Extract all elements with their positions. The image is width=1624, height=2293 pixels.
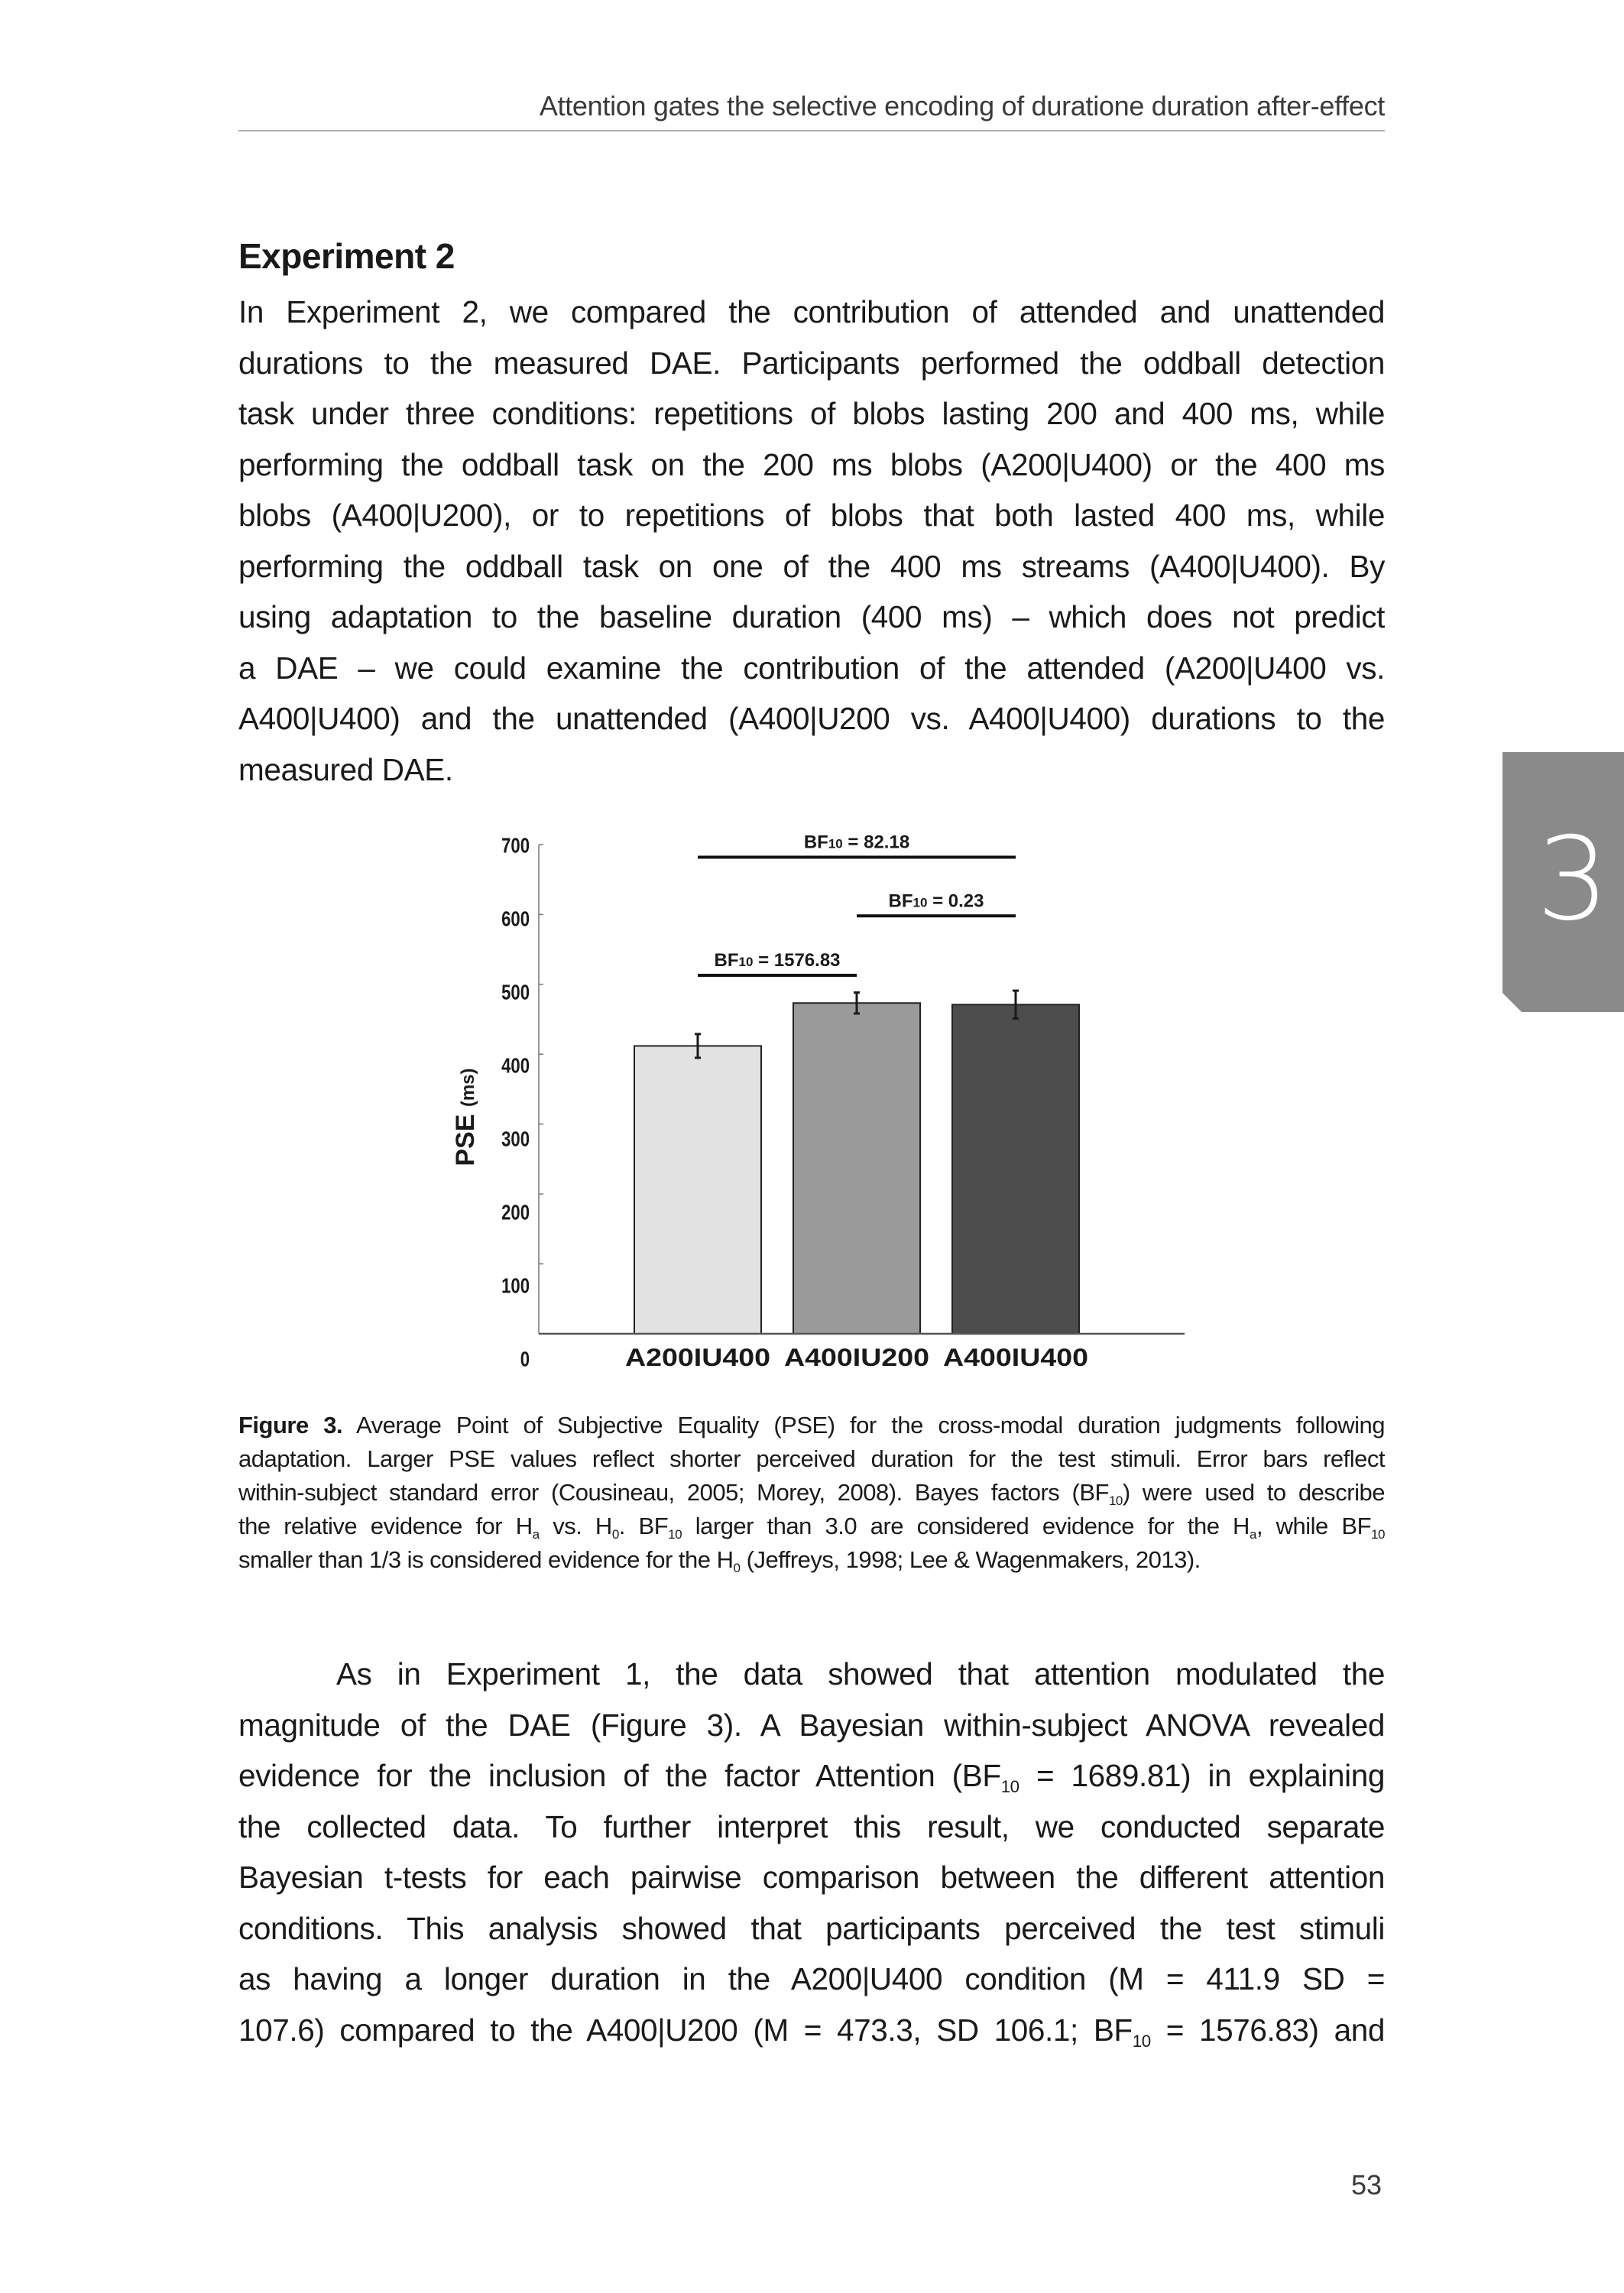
text-line: magnitude of the DAE (Figure 3). A Bayesian within-subject ANOVA revealed bbox=[238, 1707, 1385, 1743]
paragraph-line: performing the oddball task on the 200 ms blobs (A200|U400) or the 400 ms bbox=[238, 446, 1385, 482]
bayes-factor-label: BF10 = 1576.83 bbox=[714, 949, 841, 971]
x-tick-label: A200IU400 bbox=[625, 1344, 770, 1371]
subscript: 10 bbox=[1132, 2031, 1151, 2051]
section-heading: Experiment 2 bbox=[238, 236, 455, 276]
paragraph-line: performing the oddball task on one of the 400 ms streams (A400|U400). By bbox=[238, 548, 1385, 584]
figure-caption bbox=[238, 1409, 1385, 1577]
y-tick-label: 100 bbox=[501, 1275, 530, 1299]
text-line: within-subject standard error (Cousineau, 2005; Morey, 2008). Bayes factors $(BF_{10})$ were used to describe bbox=[238, 1479, 1385, 1508]
bar-a400-u200 bbox=[793, 1003, 920, 1334]
text-line: 107.6) compared to the A400|U200 (M = 473.3, SD 106.1; $BF_{10} = 1576.83$) and bbox=[238, 2012, 1385, 2051]
y-tick-label: 400 bbox=[501, 1055, 530, 1078]
subscript: 0 bbox=[733, 1560, 741, 1575]
paragraph-line: task under three conditions: repetitions of blobs lasting 200 and 400 ms, while bbox=[238, 396, 1385, 431]
bar-a200-u400 bbox=[634, 1046, 761, 1334]
text-line: conditions. This analysis showed that participants perceived the test stimuli bbox=[238, 1910, 1385, 1946]
y-tick-label: 0 bbox=[520, 1348, 530, 1372]
bayes-factor-label: BF10 = 82.18 bbox=[803, 832, 910, 853]
paragraph-line: using adaptation to the baseline duration (400 ms) – which does not predict bbox=[238, 599, 1385, 634]
running-header: Attention gates the selective encoding of duratione duration after-effect bbox=[539, 90, 1385, 122]
paragraph-line: durations to the measured DAE. Participants performed the oddball detection bbox=[238, 345, 1385, 381]
subscript: 10 bbox=[1000, 1776, 1019, 1796]
bar-a400-u400 bbox=[952, 1004, 1079, 1334]
y-tick-label: 500 bbox=[501, 981, 530, 1005]
text-line: Figure 3. Average Point of Subjective Equality (PSE) for the cross-modal duration judgments following bbox=[238, 1412, 1385, 1438]
subscript: 10 bbox=[1371, 1526, 1385, 1542]
subscript: a bbox=[1249, 1526, 1256, 1542]
y-tick-label: 600 bbox=[501, 908, 530, 932]
figure-label: Figure 3. bbox=[238, 1412, 343, 1438]
text-line: evidence for the inclusion of the factor Attention $(BF_{10} = 1689.81)$ in explaining bbox=[238, 1758, 1385, 1796]
chapter-number: 3 bbox=[1536, 813, 1609, 946]
text-line: the collected data. To further interpret this result, we conducted separate bbox=[238, 1808, 1385, 1844]
y-tick-label: 700 bbox=[501, 835, 530, 858]
chapter-tab bbox=[1502, 752, 1624, 1012]
subscript: 10 bbox=[668, 1526, 682, 1542]
figure-3-bar-chart bbox=[443, 825, 1207, 1376]
header-rule bbox=[238, 130, 1385, 131]
x-tick-label: A400IU400 bbox=[943, 1344, 1088, 1371]
paragraph-line: measured DAE. bbox=[238, 751, 453, 787]
subscript: 0 bbox=[611, 1526, 619, 1542]
subscript: a bbox=[532, 1526, 540, 1542]
y-tick-label: 200 bbox=[501, 1202, 530, 1225]
text-line: smaller than 1/3 is considered evidence for the $H_0$ (Jeffreys, 1998; Lee & Wagenmakers, 2013). bbox=[238, 1546, 1201, 1575]
paragraph-line: In Experiment 2, we compared the contribution of attended and unattended bbox=[238, 294, 1385, 329]
chapter-tab-shape bbox=[1502, 752, 1624, 1012]
bar-chart bbox=[443, 825, 1207, 1376]
subscript: 10 bbox=[1108, 1493, 1123, 1508]
y-tick-label: 300 bbox=[501, 1128, 530, 1152]
y-axis-label: PSE (ms) bbox=[451, 1068, 480, 1166]
text-line: As in Experiment 1, the data showed that attention modulated the bbox=[336, 1656, 1385, 1691]
page-number: 53 bbox=[1351, 2169, 1383, 2201]
intro-paragraph bbox=[238, 287, 1385, 795]
x-tick-label: A400IU200 bbox=[784, 1344, 929, 1371]
results-paragraph bbox=[238, 1649, 1385, 2055]
text-line: Bayesian t-tests for each pairwise comparison between the different attention bbox=[238, 1860, 1385, 1895]
paragraph-line: blobs (A400|U200), or to repetitions of blobs that both lasted 400 ms, while bbox=[238, 498, 1385, 533]
text-line: the relative evidence for $H_a$ vs. $H_0$. $BF_{10}$ larger than 3.0 are considered evidence for the $H_a$, while $BF_{10}$ bbox=[238, 1513, 1385, 1542]
text-line: as having a longer duration in the A200|U400 condition (M = 411.9 SD = bbox=[238, 1961, 1385, 1996]
paragraph-line: a DAE – we could examine the contribution of the attended (A200|U400 vs. bbox=[238, 650, 1385, 686]
text-line: adaptation. Larger PSE values reflect shorter perceived duration for the test stimuli. Error bars reflect bbox=[238, 1445, 1385, 1472]
bayes-factor-label: BF10 = 0.23 bbox=[888, 890, 984, 912]
paragraph-line: A400|U400) and the unattended (A400|U200 vs. A400|U400) durations to the bbox=[238, 701, 1385, 736]
